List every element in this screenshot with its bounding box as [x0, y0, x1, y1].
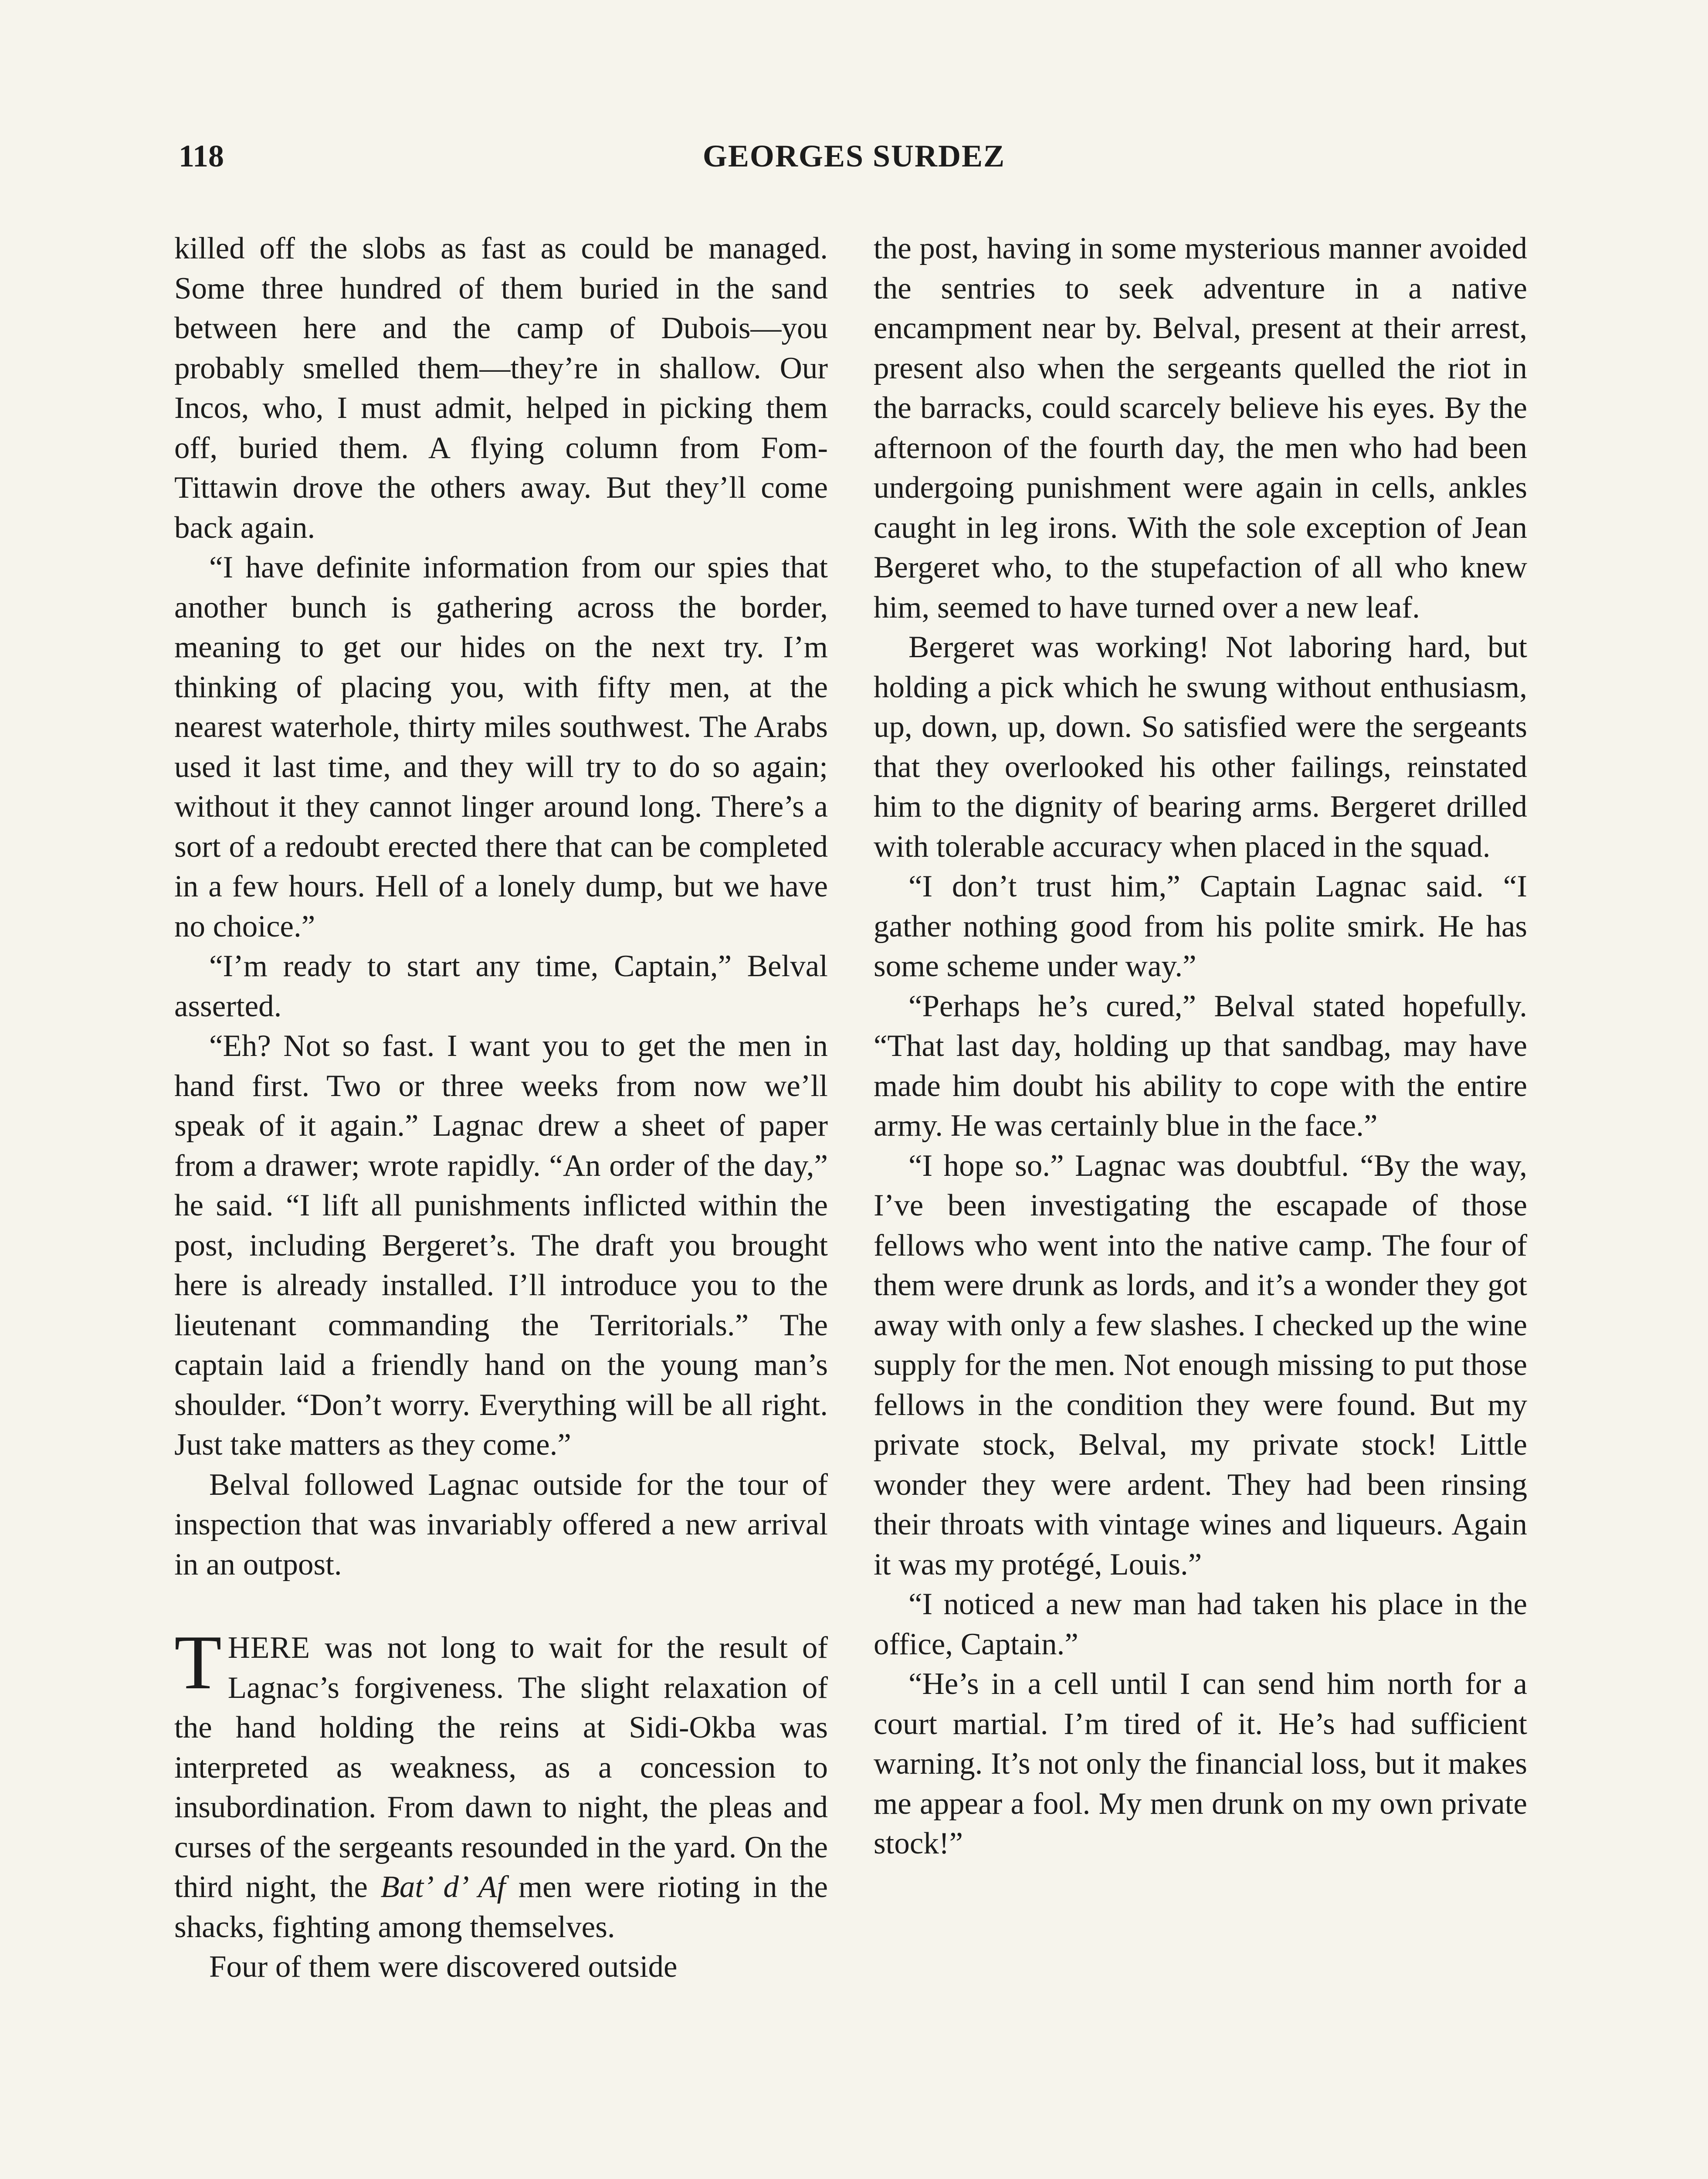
paragraph: “I don’t trust him,” Captain Lagnac said. “I gather nothing good from his polite smirk. He has some scheme under way.” [874, 869, 1527, 983]
paragraph: “I hope so.” Lagnac was doubtful. “By the way, I’ve been investigating the escapade of those fellows who went into the native camp. The four of them were drunk as lords, and it’s a wonder they got away with only a few slashes. I checked up the wine supply for the men. Not enough missing to put those fellows in the condition they were found. But my private stock, Belval, my private stock! Little wonder they were ardent. They had been rinsing their throats with vintage wines and liqueurs. Again it was my protégé, Louis.” [874, 1148, 1527, 1582]
paragraph: “Perhaps he’s cured,” Belval stated hopefully. “That last day, holding up that sandbag, may have made him doubt his ability to cope with the entire army. He was certainly blue in the face.” [874, 989, 1527, 1143]
italic-text: Bat’ d’ Af [380, 1870, 506, 1904]
paragraph: “Eh? Not so fast. I want you to get the men in hand first. Two or three weeks from now we’ll speak of it again.” Lagnac drew a sheet of paper from a drawer; wrote rapidly. “An order of the day,” he said. “I lift all punishments inflicted within the post, including Bergeret’s. The draft you brought here is already installed. I’ll introduce you to the lieutenant commanding the Territorials.” The captain laid a friendly hand on the young man’s shoulder. “Don’t worry. Everything will be all right. Just take matters as they come.” [174, 1029, 828, 1462]
paragraph: “I have definite information from our spies that another bunch is gathering across the border, meaning to get our hides on the next try. I’m thinking of placing you, with fifty men, at the nearest waterhole, thirty miles southwest. The Arabs used it last time, and they will try to do so again; without it they cannot linger around long. There’s a sort of a redoubt erected there that can be completed in a few hours. Hell of a lonely dump, but we have no choice.” [174, 550, 828, 944]
drop-cap: T [174, 1619, 222, 1705]
paragraph: “I’m ready to start any time, Captain,” Belval asserted. [174, 949, 828, 1023]
running-head: GEORGES SURDEZ [702, 139, 1006, 173]
left-column [174, 229, 828, 1987]
paragraph: Belval followed Lagnac outside for the tour of inspection that was invariably offered a new arrival in an outpost. [174, 1467, 828, 1582]
paragraph: the post, having in some mysterious manner avoided the sentries to seek adventure in a native encampment near by. Belval, present at their arrest, present also when the sergeants quelled the riot in the barracks, could scarcely believe his eyes. By the afternoon of the fourth day, the men who had been undergoing punishment were again in cells, ankles caught in leg irons. With the sole exception of Jean Bergeret who, to the stupefaction of all who knew him, seemed to have turned over a new leaf. [874, 231, 1527, 625]
page-number: 118 [179, 139, 224, 173]
paragraph-text: was not long to wait for the result of Lagnac’s forgiveness. The slight relaxation of the hand holding the reins at Sidi-Okba was interpreted as weakness, as a concession to insubordination. From dawn to night, the pleas and curses of the sergeants resounded in the yard. On the third night, the [174, 1631, 828, 1904]
paragraph: “He’s in a cell until I can send him north for a court martial. I’m tired of it. He’s had sufficient warning. It’s not only the financial loss, but it makes me appear a fool. My men drunk on my own private stock!” [874, 1667, 1527, 1860]
paragraph: killed off the slobs as fast as could be managed. Some three hundred of them buried in the sand between here and the camp of Dubois—you probably smelled them—they’re in shallow. Our Incos, who, I must admit, helped in picking them off, buried them. A flying column from Fom-Tittawin drove the others away. But they’ll come back again. [174, 231, 828, 545]
paragraph: Bergeret was working! Not laboring hard, but holding a pick which he swung without enthusiasm, up, down, up, down. So satisfied were the sergeants that they overlooked his other failings, reinstated him to the dignity of bearing arms. Bergeret drilled with tolerable accuracy when placed in the squad. [874, 630, 1527, 864]
paragraph-text: men were rioting in the shacks, fighting among themselves. [174, 1870, 828, 1944]
section-start-paragraph [174, 1619, 828, 1947]
smallcaps-lead: HERE [227, 1631, 311, 1665]
paragraph: “I noticed a new man had taken his place in the office, Captain.” [874, 1587, 1527, 1661]
paragraph: Four of them were discovered outside [209, 1950, 678, 1984]
right-column [874, 229, 1527, 1864]
